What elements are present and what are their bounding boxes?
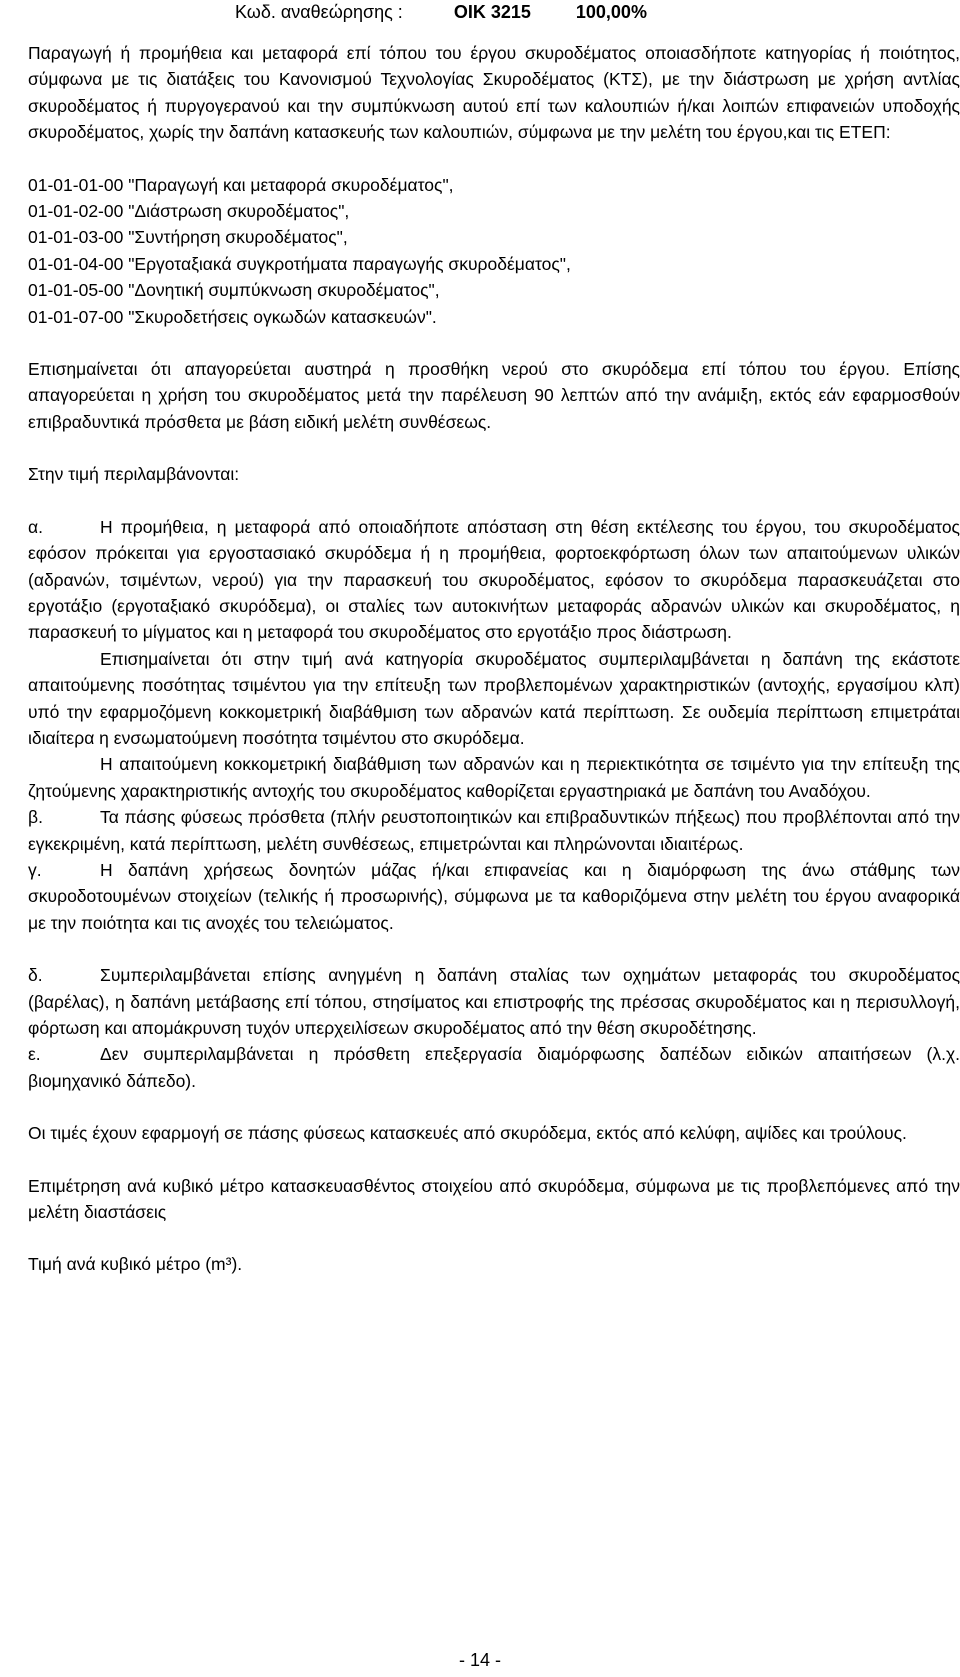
item-b-paragraph — [28, 804, 960, 857]
item-a-marker: α. — [28, 516, 43, 537]
etep-list-item: 01-01-04-00 "Εργοταξιακά συγκροτήματα παραγωγής σκυροδέματος", — [28, 253, 571, 274]
included-heading: Στην τιμή περιλαμβάνονται: — [28, 464, 240, 485]
revision-code-value: ΟΙΚ 3215 — [453, 2, 531, 22]
item-a-note-1: Επισημαίνεται ότι στην τιμή ανά κατηγορία σκυροδέματος συμπεριλαμβάνεται η δαπάνη της εκάστοτε απαιτούμενης ποσότητας τσιμέντου για την επίτευξη των προβλεπομένων χαρακτηριστικών (αντοχής, εργασίμου κλπ) υπό την εφαρμοζόμενη κοκκομετρική διαβάθμιση των αδρανών κατά περίπτωση. Σε ουδεμία περίπτωση επιμετράται ιδιαίτερα η ενσωματούμενη ποσότητα τσιμέντου στο σκυρόδεμα. — [28, 648, 960, 748]
item-e-paragraph — [28, 1041, 960, 1094]
etep-list-item: 01-01-03-00 "Συντήρηση σκυροδέματος", — [28, 227, 348, 248]
intro-paragraph: Παραγωγή ή προμήθεια και μεταφορά επί τόπου του έργου σκυροδέματος οποιασδήποτε κατηγορίας ή ποιότητος, σύμφωνα με τις διατάξεις του Κανονισμού Τεχνολογίας Σκυροδέματος (ΚΤΣ), με την διάστρωση με χρήση αντλίας σκυροδέματος ή πυργογερανού και την συμπύκνωση αυτού επί των καλουπιών ή/και λοιπών επιφανειών υποδοχής σκυροδέματος, χωρίς την δαπάνη κατασκευής των καλουπιών, σύμφωνα με την μελέτη του έργου,και τις ΕΤΕΠ: — [28, 43, 960, 143]
item-e-marker: ε. — [28, 1044, 41, 1065]
document-body — [28, 40, 960, 1278]
revision-percent: 100,00% — [575, 2, 647, 22]
etep-list-item: 01-01-02-00 "Διάστρωση σκυροδέματος", — [28, 201, 350, 222]
etep-list-item: 01-01-01-00 "Παραγωγή και μεταφορά σκυροδέματος", — [28, 174, 454, 195]
item-d-paragraph — [28, 962, 960, 1041]
unit-price-paragraph: Τιμή ανά κυβικό μέτρο (m³). — [28, 1254, 243, 1275]
etep-list — [28, 172, 960, 330]
item-d-text: Συμπεριλαμβάνεται επίσης ανηγμένη η δαπάνη σταλίας των οχημάτων μεταφοράς του σκυροδέματος (βαρέλας), η δαπάνη μετάβασης επί τόπου, στησίματος και επιστροφής της πρέσσας σκυροδέματος και η περισυλλογή, φόρτωση και απομάκρυνση τυχόν υπερχειλίσεων σκυροδέματος από την θέση σκυροδέτησης. — [28, 965, 960, 1038]
item-b-text: Τα πάσης φύσεως πρόσθετα (πλήν ρευστοποιητικών και επιβραδυντικών πήξεως) που προβλέπονται από την εγκεκριμένη, κατά περίπτωση, μελέτη συνθέσεως, επιμετρώνται και πληρώνονται ιδιαιτέρως. — [28, 807, 960, 854]
page-number: - 14 - — [458, 1650, 501, 1670]
measurement-paragraph: Επιμέτρηση ανά κυβικό μέτρο κατασκευασθέντος στοιχείου από σκυρόδεμα, σύμφωνα με τις προβλεπόμενες από την μελέτη διαστάσεις — [28, 1175, 960, 1223]
water-note-paragraph: Επισημαίνεται ότι απαγορεύεται αυστηρά η προσθήκη νερού στο σκυρόδεμα επί τόπου του έργου. Επίσης απαγορεύεται η χρήση του σκυροδέματος μετά την παρέλευση 90 λεπτών από την ανάμιξη, εκτός εάν εφαρμοσθούν επιβραδυντικά πρόσθετα με βάση ειδική μελέτη συνθέσεως. — [28, 359, 960, 432]
item-c-marker: γ. — [28, 859, 42, 880]
item-d-marker: δ. — [28, 965, 43, 986]
item-b-marker: β. — [28, 807, 43, 828]
revision-header — [235, 0, 647, 24]
etep-list-item: 01-01-07-00 "Σκυροδετήσεις ογκωδών κατασκευών". — [28, 306, 437, 327]
applies-note-paragraph: Οι τιμές έχουν εφαρμογή σε πάσης φύσεως κατασκευές από σκυρόδεμα, εκτός από κελύφη, αψίδες και τρούλους. — [28, 1123, 907, 1144]
item-a-text: Η προμήθεια, η μεταφορά από οποιαδήποτε απόσταση στη θέση εκτέλεσης του έργου, του σκυροδέματος εφόσον πρόκειται για εργοστασιακό σκυρόδεμα ή η προμήθεια, φορτοεκφόρτωση όλων των απαιτούμενων υλικών (αδρανών, τσιμέντων, νερού) για την παρασκευή του σκυροδέματος, εφόσον το σκυρόδεμα παρασκευάζεται στο εργοτάξιο (εργοταξιακό σκυρόδεμα), οι σταλίες των αυτοκινήτων μεταφοράς αδρανών υλικών και σκυροδέματος, η παρασκευή το μίγματος και η μεταφορά του σκυροδέματος στο εργοτάξιο προς διάστρωση. — [28, 516, 960, 643]
item-c-paragraph — [28, 857, 960, 936]
item-c-text: Η δαπάνη χρήσεως δονητών μάζας ή/και επιφανείας και η διαμόρφωση της άνω στάθμης των σκυροδοτουμένων στοιχείων (τελικής ή προσωρινής), σύμφωνα με τα καθοριζόμενα στην μελέτη του έργου αναφορικά με την ποιότητα και τις ανοχές του τελειώματος. — [28, 859, 960, 933]
item-e-text: Δεν συμπεριλαμβάνεται η πρόσθετη επεξεργασία διαμόρφωσης δαπέδων ειδικών απαιτήσεων (λ.χ. βιομηχανικό δάπεδο). — [28, 1044, 960, 1091]
etep-list-item: 01-01-05-00 "Δονητική συμπύκνωση σκυροδέματος", — [28, 280, 440, 301]
item-a-note-2: Η απαιτούμενη κοκκομετρική διαβάθμιση των αδρανών και η περιεκτικότητα σε τσιμέντο για την επίτευξη της ζητούμενης χαρακτηριστικής αντοχής του σκυροδέματος καθορίζεται εργαστηριακά με δαπάνη του Αναδόχου. — [28, 754, 960, 801]
item-a-paragraph — [28, 514, 960, 646]
revision-code-label: Κωδ. αναθεώρησης : — [235, 2, 403, 22]
